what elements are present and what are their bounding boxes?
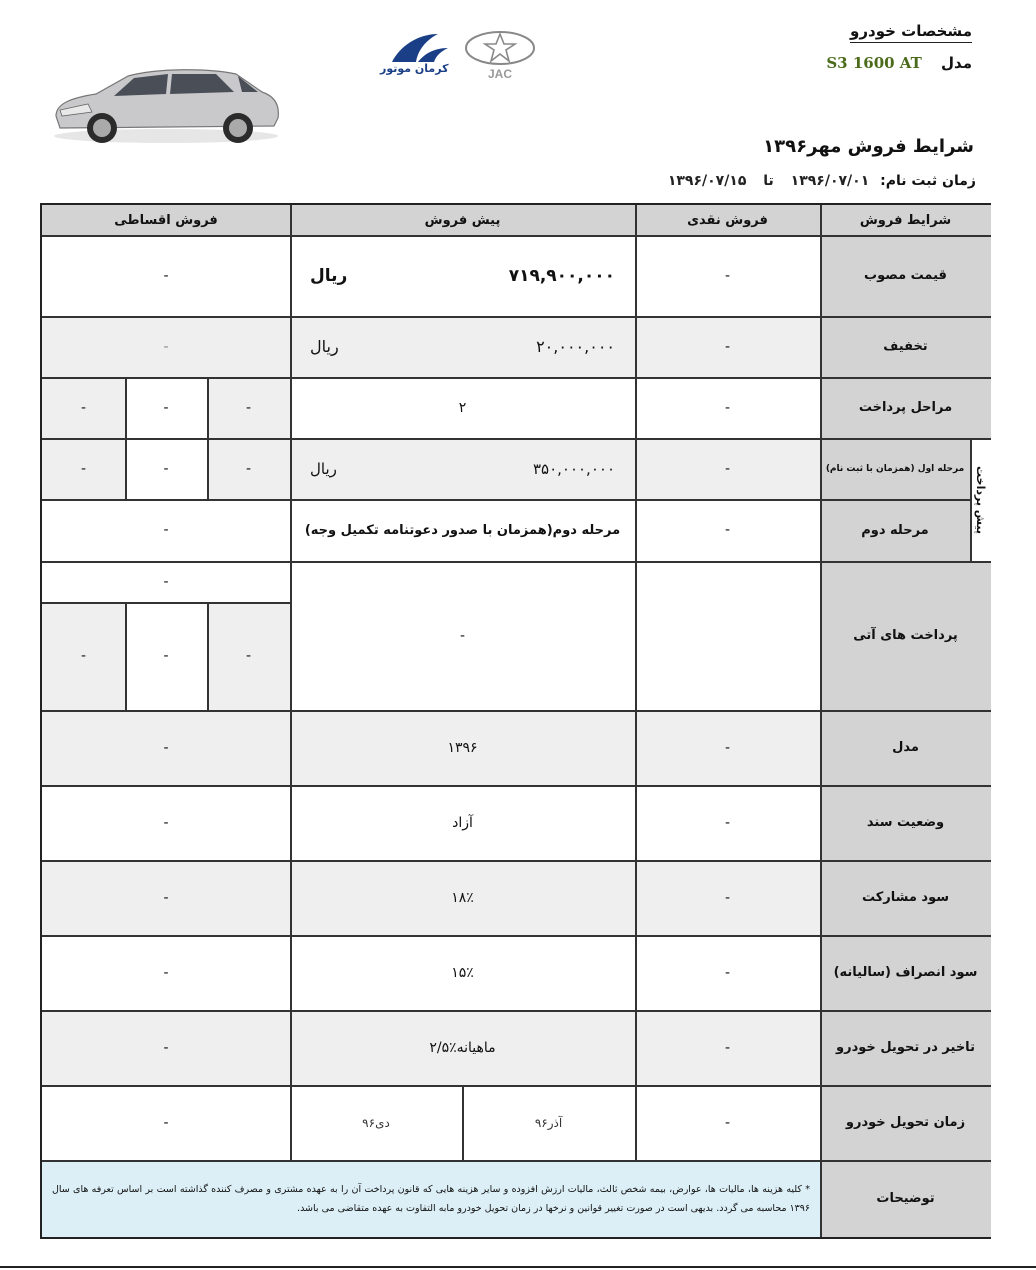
grid-line (42, 935, 991, 937)
presale-delivery-second: دی۹۶ (362, 1115, 390, 1130)
installment-second-stage: - (163, 522, 169, 538)
presale-price (290, 235, 635, 316)
model-value: S3 1600 AT (826, 54, 922, 72)
sales-conditions-table (40, 203, 991, 1239)
notes-text: * کلیه هزینه ها، مالیات ها، عوارض، بیمه شخص ثالث، مالیات ارزش افزوده و سایر هزینه هایی که قانون پرداخت آن را به عهده مشتری و مصرف کننده گذاشته است بر اساس تعرفه های سال ۱۳۹۶ محاسبه می گردد. بدیهی است در صورت تغییر قوانین و نرخها در زمان تحویل خودرو مابه التفاوت به عهده متقاضی می باشد. (42, 1160, 820, 1237)
grid-line (970, 438, 972, 561)
grid-line (42, 860, 991, 862)
grid-line (462, 1085, 464, 1160)
cash-delivery-time: - (724, 1114, 731, 1131)
presale-first-stage-unit: ریال (310, 459, 337, 478)
label-notes: توضیحات (820, 1160, 991, 1237)
reg-to-word: تا (763, 173, 774, 189)
installment-stages-cell: - (42, 377, 125, 438)
presale-participation-profit: ۱۸٪ (290, 860, 635, 935)
grid-line (42, 710, 991, 712)
presale-cancellation-profit: ۱۵٪ (451, 964, 474, 981)
presale-delivery-delay: ۲/۵٪ماهیانه (290, 1010, 635, 1085)
grid-line (42, 438, 991, 440)
reg-label: زمان ثبت نام: (880, 173, 976, 189)
label-second-stage: مرحله دوم (820, 499, 970, 561)
installment-first-stage-cell: - (42, 438, 125, 499)
car-image (48, 64, 284, 146)
presale-discount (290, 316, 635, 377)
cash-first-stage: - (635, 438, 820, 499)
reg-to: ۱۳۹۶/۰۷/۱۵ (667, 173, 747, 189)
presale-delivery-first: آذر۹۶ (534, 1115, 563, 1130)
installment-first-stage-cell: - (207, 438, 290, 499)
grid-line (820, 205, 822, 1237)
header-installment-sale: فروش اقساطی (42, 205, 290, 235)
installment-stages-cell: - (163, 399, 169, 416)
grid-line (42, 316, 991, 318)
kerman-motor-logo-text: کرمان موتور (380, 62, 449, 75)
label-payment-stages: مراحل پرداخت (820, 377, 991, 438)
jac-logo (462, 30, 538, 82)
installment-future-cell: - (163, 648, 169, 664)
presale-first-stage-amount: ۳۵۰,۰۰۰,۰۰۰ (532, 459, 615, 478)
kerman-motor-logo (378, 28, 454, 80)
down-payment-side-label (970, 438, 991, 561)
installment-delivery-time: - (163, 1114, 169, 1131)
installment-discount: - (42, 316, 290, 377)
label-delivery-delay: تاخیر در تحویل خودرو (820, 1010, 991, 1085)
grid-line (42, 785, 991, 787)
header-conditions: شرایط فروش (820, 205, 991, 235)
grid-line (290, 205, 292, 1160)
presale-price-unit: ریال (310, 265, 348, 286)
installment-model: - (42, 710, 290, 785)
label-discount: تخفیف (820, 316, 991, 377)
sale-title: شرایط فروش مهر۱۳۹۶ (763, 136, 974, 157)
cash-delivery-delay: - (635, 1010, 820, 1085)
header-pre-sale: پیش فروش (290, 205, 635, 235)
cash-future-payments (635, 561, 820, 710)
installment-cancellation-profit: - (163, 964, 169, 981)
grid-line (207, 602, 209, 710)
installment-price: - (163, 267, 169, 284)
installment-future-top: - (163, 573, 169, 590)
presale-first-stage (290, 438, 635, 499)
down-payment-side-text: پیش پرداخت (974, 465, 987, 534)
bottom-rule (0, 1266, 1036, 1268)
installment-future-cell: - (42, 602, 125, 710)
cash-document-status: - (724, 814, 731, 831)
label-approved-price: قیمت مصوب (820, 235, 991, 316)
header-cash-sale: فروش نقدی (635, 205, 820, 235)
grid-line (42, 499, 970, 501)
presale-price-amount: ۷۱۹,۹۰۰,۰۰۰ (508, 265, 615, 286)
grid-line (125, 602, 127, 710)
presale-future-payments: - (459, 627, 466, 644)
installment-first-stage-cell: - (163, 460, 169, 477)
label-first-stage: مرحله اول (همزمان با ثبت نام) (820, 438, 970, 499)
registration-period (662, 173, 976, 189)
cash-model: - (635, 710, 820, 785)
cash-cancellation-profit: - (724, 964, 731, 981)
label-cancellation-profit: سود انصراف (سالیانه) (820, 935, 991, 1010)
model-label: مدل (941, 54, 972, 72)
installment-participation-profit: - (42, 860, 290, 935)
cash-stages: - (724, 399, 731, 416)
cash-discount: - (635, 316, 820, 377)
installment-stages-cell: - (207, 377, 290, 438)
jac-logo-text: JAC (487, 67, 513, 81)
label-model: مدل (820, 710, 991, 785)
cash-second-stage: - (724, 522, 731, 538)
grid-line (207, 377, 209, 499)
installment-document-status: - (163, 814, 169, 831)
cash-participation-profit: - (635, 860, 820, 935)
grid-line (42, 1010, 991, 1012)
reg-from: ۱۳۹۶/۰۷/۰۱ (790, 173, 870, 189)
spec-title: مشخصات خودرو (850, 22, 972, 43)
model-line (826, 54, 972, 72)
presale-model: ۱۳۹۶ (290, 710, 635, 785)
grid-line (42, 1160, 991, 1162)
grid-line (125, 377, 127, 499)
installment-future-cell: - (207, 602, 290, 710)
presale-discount-amount: ۲۰,۰۰۰,۰۰۰ (536, 337, 615, 356)
grid-line (42, 235, 991, 237)
grid-line (42, 377, 991, 379)
installment-delivery-delay: - (42, 1010, 290, 1085)
presale-document-status: آزاد (452, 814, 473, 831)
grid-line (635, 205, 637, 1160)
label-participation-profit: سود مشارکت (820, 860, 991, 935)
presale-stages: ۲ (458, 399, 467, 416)
label-document-status: وضعیت سند (820, 785, 991, 860)
presale-discount-unit: ریال (310, 337, 339, 356)
presale-second-stage: مرحله دوم(همزمان با صدور دعوتنامه تکمیل وجه) (304, 522, 621, 538)
cash-price: - (724, 267, 731, 284)
label-delivery-time: زمان تحویل خودرو (820, 1085, 991, 1160)
grid-line (42, 602, 290, 604)
label-future-payments: پرداخت های آتی (820, 561, 991, 710)
grid-line (42, 561, 991, 563)
grid-line (42, 1085, 991, 1087)
